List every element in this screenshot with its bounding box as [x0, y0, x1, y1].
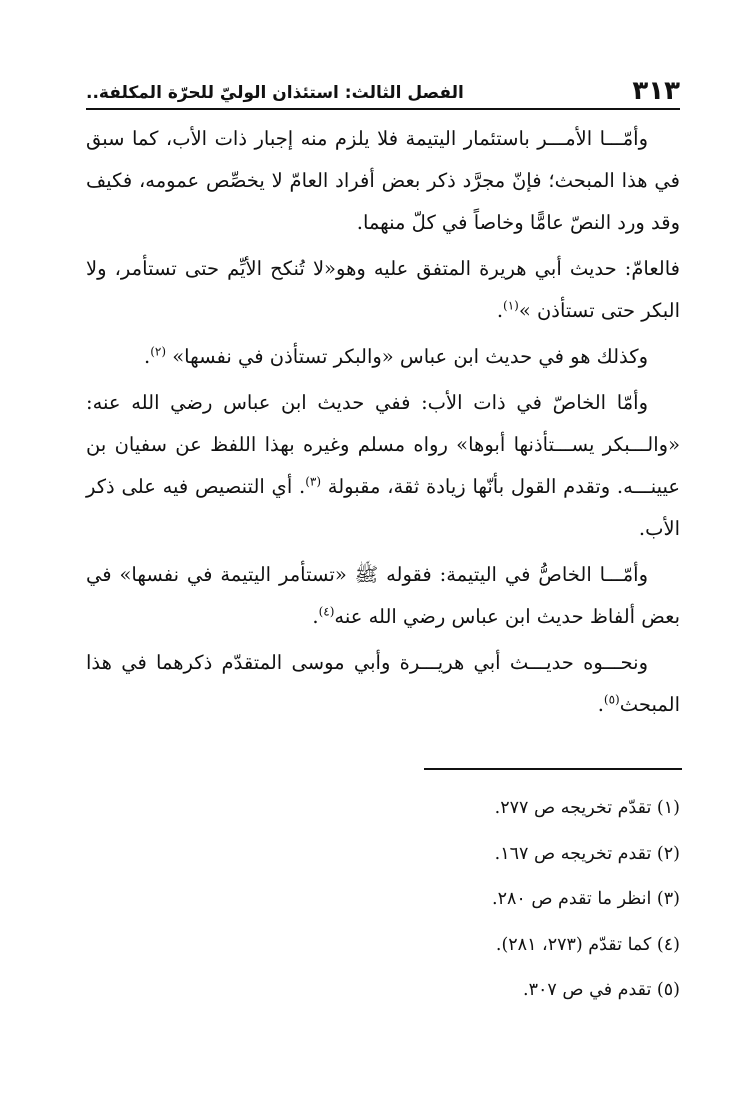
paragraph — [86, 248, 680, 332]
chapter-title: الفصل الثالث: استئذان الوليّ للحرّة المكلفة.. — [86, 83, 464, 103]
footnote-separator — [424, 768, 682, 770]
footnotes — [86, 786, 680, 1014]
page-header — [86, 70, 680, 110]
paragraph-tail: . — [312, 605, 319, 628]
paragraph-text: وأمّـــا الأمـــر باستئمار اليتيمة فلا يلزم منه إجبار ذات الأب، كما سبق في هذا المبحث؛ فإنّ مجرَّد ذكر بعض أفراد العامّ لا يخصِّص عمومه، فكيف وقد ورد النصّ عامًّا وخاصاً في كلّ منهما. — [86, 127, 680, 234]
footnote-ref: (٤) — [318, 604, 335, 619]
paragraph — [86, 554, 680, 638]
body-text — [86, 118, 680, 730]
footnote-ref: (١) — [503, 298, 519, 313]
paragraph-tail: . — [144, 345, 151, 368]
paragraph-text: وكذلك هو في حديث ابن عباس «والبكر تستأذن في نفسها» — [166, 345, 648, 368]
paragraph-text: وأمّـــا الخاصُّ في اليتيمة: فقوله ﷺ «تستأمر اليتيمة في نفسها» في بعض ألفاظ حديث ابن عباس رضي الله عنه — [86, 563, 680, 628]
paragraph — [86, 642, 680, 726]
footnote-ref: (٥) — [603, 692, 620, 707]
page-number: ٣١٣ — [632, 76, 680, 106]
paragraph — [86, 118, 680, 244]
footnote: (٤) كما تقدّم (٢٧٣، ٢٨١). — [495, 934, 680, 955]
footnote: (٣) انظر ما تقدم ص ٢٨٠. — [491, 889, 680, 909]
footnote: (٥) تقدم في ص ٣٠٧. — [523, 980, 680, 1000]
paragraph — [86, 382, 680, 550]
footnote-ref: (٢) — [150, 344, 167, 359]
paragraph-tail: . — [496, 299, 504, 322]
footnote: (٢) تقدم تخريجه ص ١٦٧. — [494, 843, 680, 864]
paragraph-text: وأمّا الخاصّ في ذات الأب: ففي حديث ابن عباس رضي الله عنه: «والـــبكر يســـتأذنها أبوها» رواه مسلم وغيره بهذا اللفظ عن سفيان بن عيينـــه. وتقدم القول بأنّها زيادة ثقة، مقبولة — [86, 391, 680, 498]
footnote-ref: (٣) — [305, 474, 322, 489]
paragraph-text: ونحـــوه حديـــث أبي هريـــرة وأبي موسى المتقدّم ذكرهما في هذا المبحث — [86, 651, 680, 716]
paragraph-text: فالعامّ: حديث أبي هريرة المتفق عليه وهو«لا تُنكح الأيِّم حتى تستأمر، ولا البكر حتى تستأذن » — [86, 257, 680, 322]
paragraph-tail: . أي التنصيص فيه على ذكر الأب. — [86, 475, 680, 540]
paragraph — [86, 336, 680, 378]
paragraph-tail: . — [597, 693, 604, 716]
footnote: (١) تقدّم تخريجه ص ٢٧٧. — [494, 798, 680, 818]
